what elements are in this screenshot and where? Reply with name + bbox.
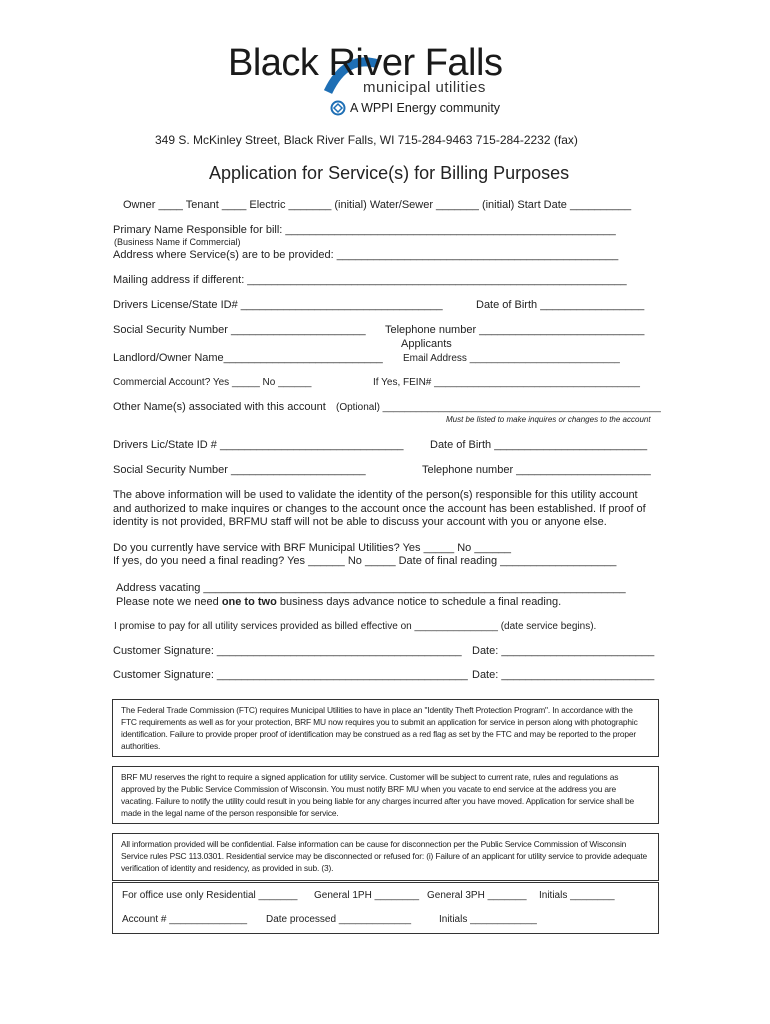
final-reading-field[interactable]: If yes, do you need a final reading? Yes ______ No _____ Date of final reading ___________________ [113,555,617,567]
drivers-license-field[interactable]: Drivers License/State ID# _________________________________ [113,299,443,311]
page-title: Application for Service(s) for Billing Purposes [209,163,570,183]
owner-tenant-line: Owner ____ Tenant ____ Electric _______ (initial) Water/Sewer _______ (initial) Start Date __________ [123,199,632,211]
current-service-field[interactable]: Do you currently have service with BRF Municipal Utilities? Yes _____ No ______ [113,542,512,554]
customer-signature-1[interactable]: Customer Signature: ________________________________________ [113,645,462,657]
confidential-notice-text: All information provided will be confidential. False information can be cause for disconnection per the Public Service Commission of Wisconsin Service rules PSC 113.0301. Residential service may be disconnected or refused for: (i) Failure of an applicant for utility service to provide adequate verification of identity and residency, as provided in sub. (3). [121,839,648,873]
brfmu-notice-text: BRF MU reserves the right to require a signed application for utility service. Customer will be subject to current rate, rules and regulations as approved by the Public Service Commission of Wisconsin. You must notify BRF MU when you vacate to end service at the address you are vacating. Failure to notify the utility could result in you being liable for any charges incurred after you have moved. Application for service shall be made in the legal name of the person responsible for service. [121,772,635,818]
customer-signature-2[interactable]: Customer Signature: _________________________________________ [113,669,468,681]
ftc-notice-text: The Federal Trade Commission (FTC) requires Municipal Utilities to have in place an "Identity Theft Protection Program". In accordance with the FTC requirements as well as for your protection, BRF MU now requires you to submit an application for service in person along with photographic identification. Failure to provide proper proof of identification may be construed as a red flag as set by the FTC and may be reported to the proper authorities. [121,705,638,751]
notice-post: business days advance notice to schedule a final reading. [276,596,562,608]
service-address-field[interactable]: Address where Service(s) are to be provided: ______________________________________________ [113,249,619,261]
notice-pre: Please note we need [116,596,222,608]
telephone-2-field[interactable]: Telephone number ______________________ [422,464,651,476]
promise-line: I promise to pay for all utility services provided as billed effective on _______________ (date service begins). [114,621,597,632]
email-field[interactable]: Email Address ___________________________ [403,353,620,364]
logo-name: Black River Falls [228,42,503,84]
primary-name-field[interactable]: Primary Name Responsible for bill: ______________________________________________________ [113,224,616,236]
telephone-field[interactable]: Telephone number ___________________________ [385,324,645,336]
office-row2-date-processed[interactable]: Date processed _____________ [266,914,412,925]
office-row2-initials[interactable]: Initials ____________ [439,914,537,925]
office-row1-residential[interactable]: For office use only Residential _______ [122,890,298,901]
ftc-notice-box [112,699,659,757]
office-use-box [112,882,659,934]
brfmu-notice-box [112,766,659,824]
address-vacating-field[interactable]: Address vacating _____________________________________________________________________ [116,582,626,594]
logo-subtitle: municipal utilities [363,79,486,96]
date-of-birth-2-field[interactable]: Date of Birth _________________________ [430,439,648,451]
notice-bold: one to two [221,596,277,608]
office-row1-general-3ph[interactable]: General 3PH _______ [427,890,527,901]
confidential-notice-box [112,833,659,881]
wppi-icon [330,100,346,116]
ssn-2-field[interactable]: Social Security Number ______________________ [113,464,366,476]
date-of-birth-field[interactable]: Date of Birth _________________ [476,299,645,311]
other-names-field[interactable]: (Optional) __________________________________________________ [336,402,661,413]
office-row1-initials[interactable]: Initials ________ [539,890,615,901]
ssn-field[interactable]: Social Security Number ______________________ [113,324,366,336]
fein-field[interactable]: If Yes, FEIN# _____________________________________ [373,377,640,388]
logo-tagline: A WPPI Energy community [350,101,501,115]
logo [228,42,548,122]
office-row1-general-1ph[interactable]: General 1PH ________ [314,890,420,901]
signature-date-1[interactable]: Date: _________________________ [472,645,655,657]
commercial-account-field[interactable]: Commercial Account? Yes _____ No ______ [113,377,312,388]
must-list-note: Must be listed to make inquires or changes to the account [446,415,651,424]
landlord-field[interactable]: Landlord/Owner Name__________________________ [113,352,383,364]
applicants-label: Applicants [401,338,452,350]
notice-line [116,596,561,608]
business-note: (Business Name if Commercial) [114,237,241,247]
drivers-lic-2-field[interactable]: Drivers Lic/State ID # ______________________________ [113,439,404,451]
address-line: 349 S. McKinley Street, Black River Falls, WI 715-284-9463 715-284-2232 (fax) [155,133,578,147]
signature-date-2[interactable]: Date: _________________________ [472,669,655,681]
mailing-address-field[interactable]: Mailing address if different: ______________________________________________________________ [113,274,627,286]
other-names-label: Other Name(s) associated with this account [113,401,326,413]
office-row2-account[interactable]: Account # ______________ [122,914,248,925]
identity-paragraph: The above information will be used to validate the identity of the person(s) responsible for this utility account and authorized to make inquires or changes to the account once the account has been established. If proof of identity is not provided, BRFMU staff will not be able to discuss your account with you or anyone else. [113,489,646,528]
